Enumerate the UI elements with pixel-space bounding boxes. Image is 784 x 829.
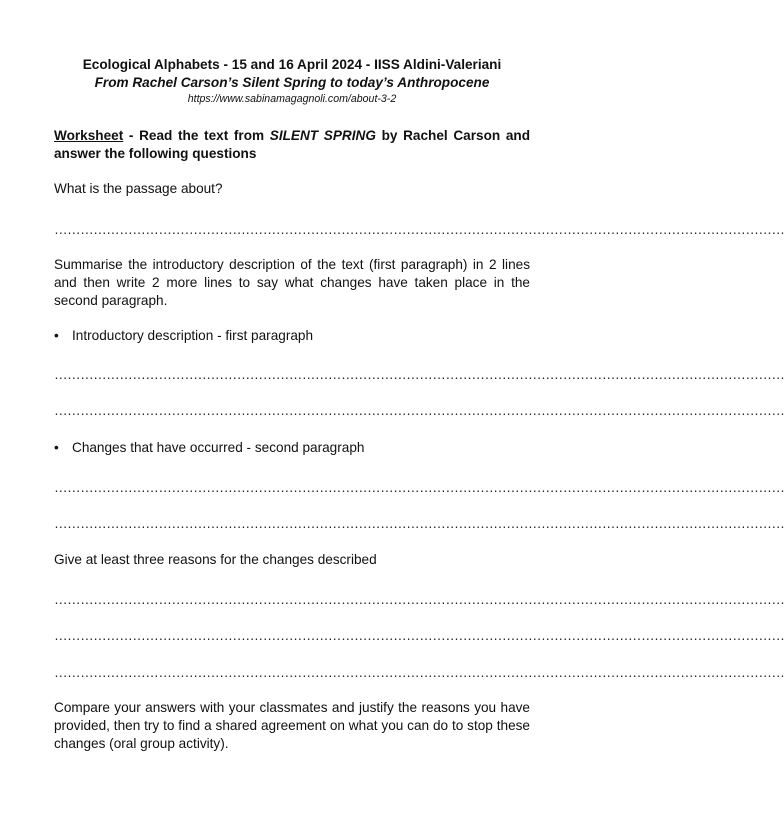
answer-line-changes-1: …………………………………………………………………………………………………………………………………………………… [54,480,784,495]
worksheet-text-after: by Rachel Carson and answer the following questions [54,128,531,161]
answer-line-intro-1: …………………………………………………………………………………………………………………………………………………… [54,367,784,382]
question-4: Compare your answers with your classmates and justify the reasons you have provided, then try to find a shared agreement on what you can do to stop these changes (oral group activity). [54,700,530,751]
bullet-icon: • [54,440,59,455]
bullet-item-introductory [54,327,530,345]
answer-line-reasons-1: …………………………………………………………………………………………………………………………………………………… [54,592,784,607]
document-header [0,55,584,106]
document-subtitle: From Rachel Carson’s Silent Spring to today’s Anthropocene [94,75,490,90]
worksheet-label: Worksheet [54,128,124,143]
answer-line-changes-2: …………………………………………………………………………………………………………………………………………………… [54,516,784,531]
worksheet-book-title: SILENT SPRING [269,128,376,143]
bullet-label-changes: Changes that have occurred - second paragraph [72,440,365,455]
answer-line-q1: …………………………………………………………………………………………………………………………………………………… [54,222,784,237]
bullet-item-changes [54,439,530,457]
worksheet-instructions [54,127,530,163]
document-url: https://www.sabinamagagnoli.com/about-3-2 [187,93,397,105]
bullet-label-introductory: Introductory description - first paragraph [72,328,314,343]
document-title: Ecological Alphabets - 15 and 16 April 2024 - IISS Aldini-Valeriani [82,57,502,72]
question-3: Give at least three reasons for the changes described [54,552,377,567]
answer-line-intro-2: …………………………………………………………………………………………………………………………………………………… [54,403,784,418]
bullet-icon: • [54,328,59,343]
question-2: Summarise the introductory description of the text (first paragraph) in 2 lines and then write 2 more lines to say what changes have taken place in the second paragraph. [54,257,530,308]
worksheet-text-before: - Read the text from [123,128,270,143]
question-1: What is the passage about? [54,181,223,196]
answer-line-reasons-2: …………………………………………………………………………………………………………………………………………………… [54,628,784,643]
answer-line-reasons-3: …………………………………………………………………………………………………………………………………………………… [54,665,784,680]
